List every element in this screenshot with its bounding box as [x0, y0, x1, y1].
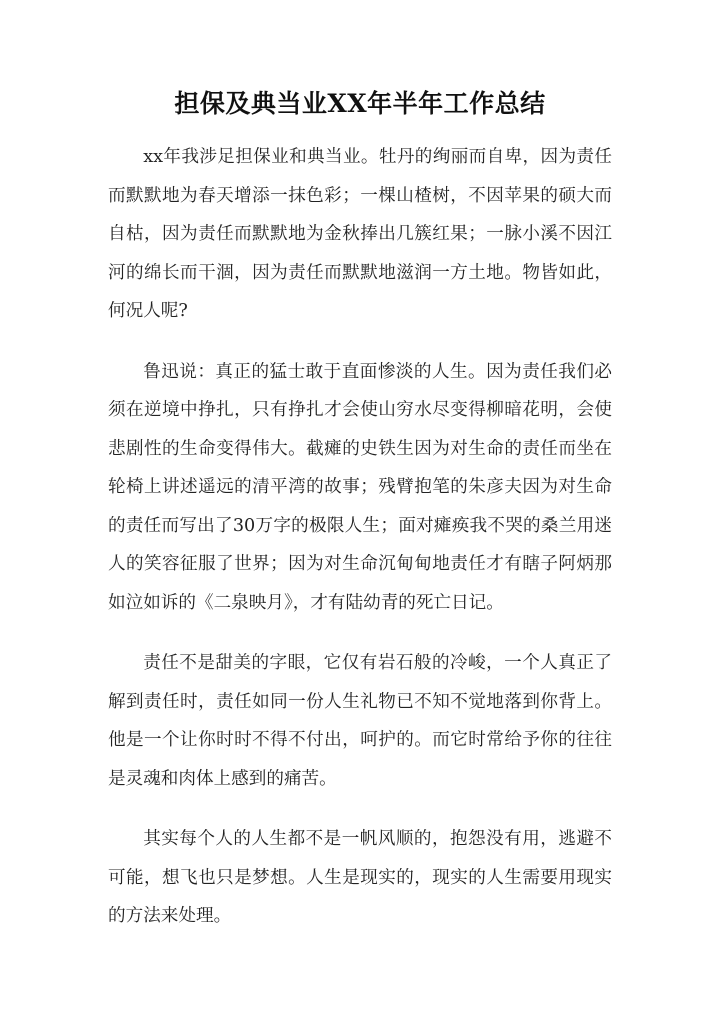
paragraph-4: 其实每个人的人生都不是一帆风顺的，抱怨没有用，逃避不可能，想飞也只是梦想。人生是现实的，现实的人生需要用现实的方法来处理。: [108, 829, 612, 926]
page-title: 担保及典当业XX年半年工作总结: [174, 89, 546, 118]
document-body: [108, 138, 612, 958]
paragraph-1: xx年我涉足担保业和典当业。牡丹的绚丽而自卑，因为责任而默默地为春天增添一抹色彩；一棵山楂树，不因苹果的硕大而自枯，因为责任而默默地为金秋捧出几簇红果；一脉小溪不因江河的绵长而干涸，因为责任而默默地滋润一方土地。物皆如此，何况人呢?: [108, 147, 612, 321]
paragraph-2: 鲁迅说：真正的猛士敢于直面惨淡的人生。因为责任我们必须在逆境中挣扎，只有挣扎才会使山穷水尽变得柳暗花明，会使悲剧性的生命变得伟大。截瘫的史铁生因为对生命的责任而坐在轮椅上讲述遥远的清平湾的故事；残臂抱笔的朱彦夫因为对生命的责任而写出了30万字的极限人生；面对瘫痪我不哭的桑兰用迷人的笑容征服了世界；因为对生命沉甸甸地责任才有瞎子阿炳那如泣如诉的《二泉映月》，才有陆幼青的死亡日记。: [108, 361, 612, 613]
paragraph-3: 责任不是甜美的字眼，它仅有岩石般的冷峻，一个人真正了解到责任时，责任如同一份人生礼物已不知不觉地落到你背上。他是一个让你时时不得不付出，呵护的。而它时常给予你的往往是灵魂和肉体上感到的痛苦。: [108, 653, 612, 789]
